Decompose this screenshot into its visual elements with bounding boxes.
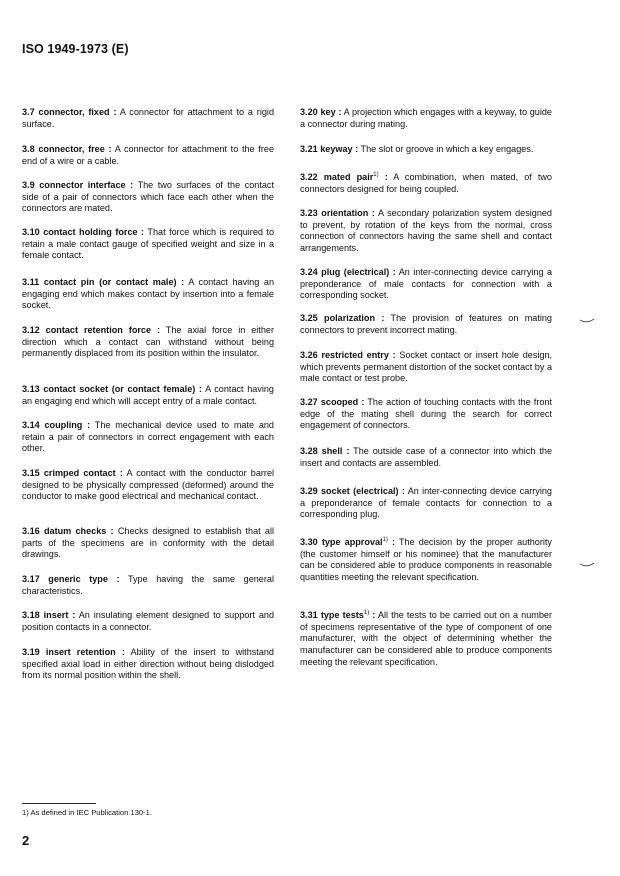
definition-entry — [300, 313, 552, 336]
definition-entry — [300, 172, 552, 195]
footnote-rule — [22, 803, 96, 804]
clause-number: 3.31 — [300, 610, 318, 620]
definition-entry — [300, 397, 552, 432]
definition-entry — [300, 144, 552, 156]
definition-entry — [22, 420, 274, 455]
definition-text: A projection which engages with a keyway, to guide a connector during mating. — [300, 107, 552, 129]
defined-term: datum checks : — [43, 526, 114, 536]
clause-number: 3.30 — [300, 537, 318, 547]
definition-text: A secondary polarization system designed to prevent, by rotation of the keys from the normal, cross connection of connectors having the same shell and contact arrangements. — [300, 208, 552, 254]
term-colon: : — [369, 610, 376, 620]
definition-text: An insulating element designed to support and position contacts in a connector. — [22, 610, 275, 632]
defined-term: type approval — [321, 537, 383, 547]
definition-entry — [22, 227, 274, 262]
defined-term: mated pair — [323, 172, 374, 182]
definition-text: The outside case of a connector into which the insert and contacts are assembled. — [300, 446, 553, 468]
definition-entry — [22, 325, 274, 360]
clause-number: 3.13 — [22, 384, 40, 394]
definition-entry — [22, 107, 274, 130]
defined-term: orientation : — [321, 208, 375, 218]
clause-number: 3.27 — [300, 397, 318, 407]
clause-number: 3.20 — [300, 107, 318, 117]
defined-term: polarization : — [324, 313, 385, 323]
definition-text: The mechanical device used to mate and retain a pair of connectors in correct engagement with each other. — [22, 420, 274, 454]
defined-term: plug (electrical) : — [321, 267, 396, 277]
definition-text: Type having the same general characteristics. — [22, 574, 274, 596]
clause-number: 3.15 — [22, 468, 40, 478]
footnote-ref: 1) — [382, 536, 388, 543]
definition-entry — [300, 208, 552, 255]
defined-term: connector interface : — [39, 180, 134, 190]
definition-entry — [22, 526, 274, 561]
defined-term: coupling : — [44, 420, 91, 430]
clause-number: 3.10 — [22, 227, 40, 237]
clause-number: 3.16 — [22, 526, 40, 536]
clause-number: 3.22 — [300, 172, 318, 182]
definition-text: A contact having an engaging end which will accept entry of a male contact. — [22, 384, 274, 406]
defined-term: crimped contact : — [43, 468, 123, 478]
definition-text: A connector for attachment to the free end of a wire or a cable. — [22, 144, 274, 166]
margin-mark — [579, 562, 595, 568]
definition-entry — [22, 610, 274, 633]
definition-entry — [300, 350, 552, 385]
clause-number: 3.26 — [300, 350, 318, 360]
definition-text: The axial force in either direction which a contact can withstand without being permanently displaced from its position within the insulator. — [22, 325, 274, 359]
definition-text: A contact having an engaging end which makes contact by insertion into a female socket. — [22, 277, 275, 311]
definition-text: The two surfaces of the contact side of a pair of connectors which face each other when the connectors are mated. — [22, 180, 274, 214]
clause-number: 3.7 — [22, 107, 35, 117]
defined-term: contact holding force : — [43, 227, 145, 237]
definition-entry — [300, 446, 552, 469]
document-header: ISO 1949-1973 (E) — [22, 42, 129, 56]
definition-text: The provision of features on mating connectors to prevent incorrect mating. — [300, 313, 552, 335]
footnote-ref: 1) — [363, 609, 370, 616]
definition-text: Socket contact or insert hole design, which prevents permanent distortion of the socket contact by a male contact or test probe. — [300, 350, 553, 384]
definition-text: Checks designed to establish that all parts of the specimens are in conformity with the detail drawings. — [22, 526, 275, 560]
defined-term: contact retention force : — [45, 325, 160, 335]
definition-entry — [300, 537, 552, 584]
defined-term: contact socket (or contact female) : — [43, 384, 202, 394]
definition-entry — [22, 574, 274, 597]
defined-term: key : — [320, 107, 342, 117]
clause-number: 3.19 — [22, 647, 40, 657]
definition-entry — [22, 647, 274, 682]
defined-term: connector, fixed : — [38, 107, 117, 117]
clause-number: 3.21 — [300, 144, 318, 154]
clause-number: 3.14 — [22, 420, 40, 430]
clause-number: 3.28 — [300, 446, 318, 456]
clause-number: 3.8 — [22, 144, 35, 154]
margin-mark — [579, 318, 595, 324]
defined-term: contact pin (or contact male) : — [43, 277, 185, 287]
definition-entry — [22, 277, 274, 312]
clause-number: 3.23 — [300, 208, 318, 218]
defined-term: scooped : — [320, 397, 365, 407]
clause-number: 3.18 — [22, 610, 40, 620]
definition-entry — [22, 384, 274, 407]
defined-term: generic type : — [48, 574, 120, 584]
defined-term: insert retention : — [45, 647, 125, 657]
defined-term: insert : — [43, 610, 76, 620]
footnote: 1) As defined in IEC Publication 130-1. — [22, 808, 153, 817]
definition-text: The slot or groove in which a key engages. — [360, 144, 534, 154]
definition-entry — [300, 486, 552, 521]
defined-term: type tests — [320, 610, 364, 620]
clause-number: 3.24 — [300, 267, 318, 277]
definition-entry — [300, 107, 552, 130]
definition-entry — [300, 267, 552, 302]
definition-text: The decision by the proper authority (the customer himself or his nominee) that the manufacturer can be considered able to produce components in reasonable quantities meeting the relevant specification. — [300, 537, 552, 583]
definition-text: Ability of the insert to withstand specified axial load in either direction without being dislodged from its normal position within the shell. — [22, 647, 274, 681]
footnote-ref: 1) — [373, 171, 379, 178]
clause-number: 3.12 — [22, 325, 40, 335]
term-colon: : — [378, 172, 388, 182]
definition-entry — [22, 180, 274, 215]
clause-number: 3.11 — [22, 277, 40, 287]
defined-term: keyway : — [320, 144, 359, 154]
term-colon: : — [387, 537, 396, 547]
clause-number: 3.9 — [22, 180, 35, 190]
definition-text: An inter-connecting device carrying a preponderance of male contacts for connection with a corresponding socket. — [300, 267, 553, 301]
defined-term: shell : — [321, 446, 350, 456]
definition-text: All the tests to be carried out on a number of specimens representative of the type of component of one manufacturer, with the object of determining whether the manufacturer can be considered able to produce components meeting the relevant specification. — [300, 610, 552, 667]
definition-text: An inter-connecting device carrying a preponderance of female contacts for connection to a corresponding plug. — [300, 486, 552, 520]
definition-text: A combination, when mated, of two connectors designed for being coupled. — [300, 172, 552, 194]
clause-number: 3.17 — [22, 574, 40, 584]
definition-entry — [300, 610, 552, 669]
defined-term: socket (electrical) : — [321, 486, 405, 496]
clause-number: 3.29 — [300, 486, 318, 496]
clause-number: 3.25 — [300, 313, 318, 323]
defined-term: restricted entry : — [321, 350, 396, 360]
definition-text: A contact with the conductor barrel designed to be physically compressed (deformed) around the conductor to make good electrical and mechanical contact. — [22, 468, 275, 502]
defined-term: connector, free : — [38, 144, 112, 154]
definition-text: The action of touching contacts with the front edge of the mating shell during the search for correct engagement of connectors. — [300, 397, 552, 431]
definition-text: That force which is required to retain a male contact gauge of specified weight and size in a female contact. — [22, 227, 274, 261]
definition-entry — [22, 468, 274, 503]
page-number: 2 — [22, 833, 30, 848]
definition-entry — [22, 144, 274, 167]
definition-text: A connector for attachment to a rigid surface. — [22, 107, 274, 129]
